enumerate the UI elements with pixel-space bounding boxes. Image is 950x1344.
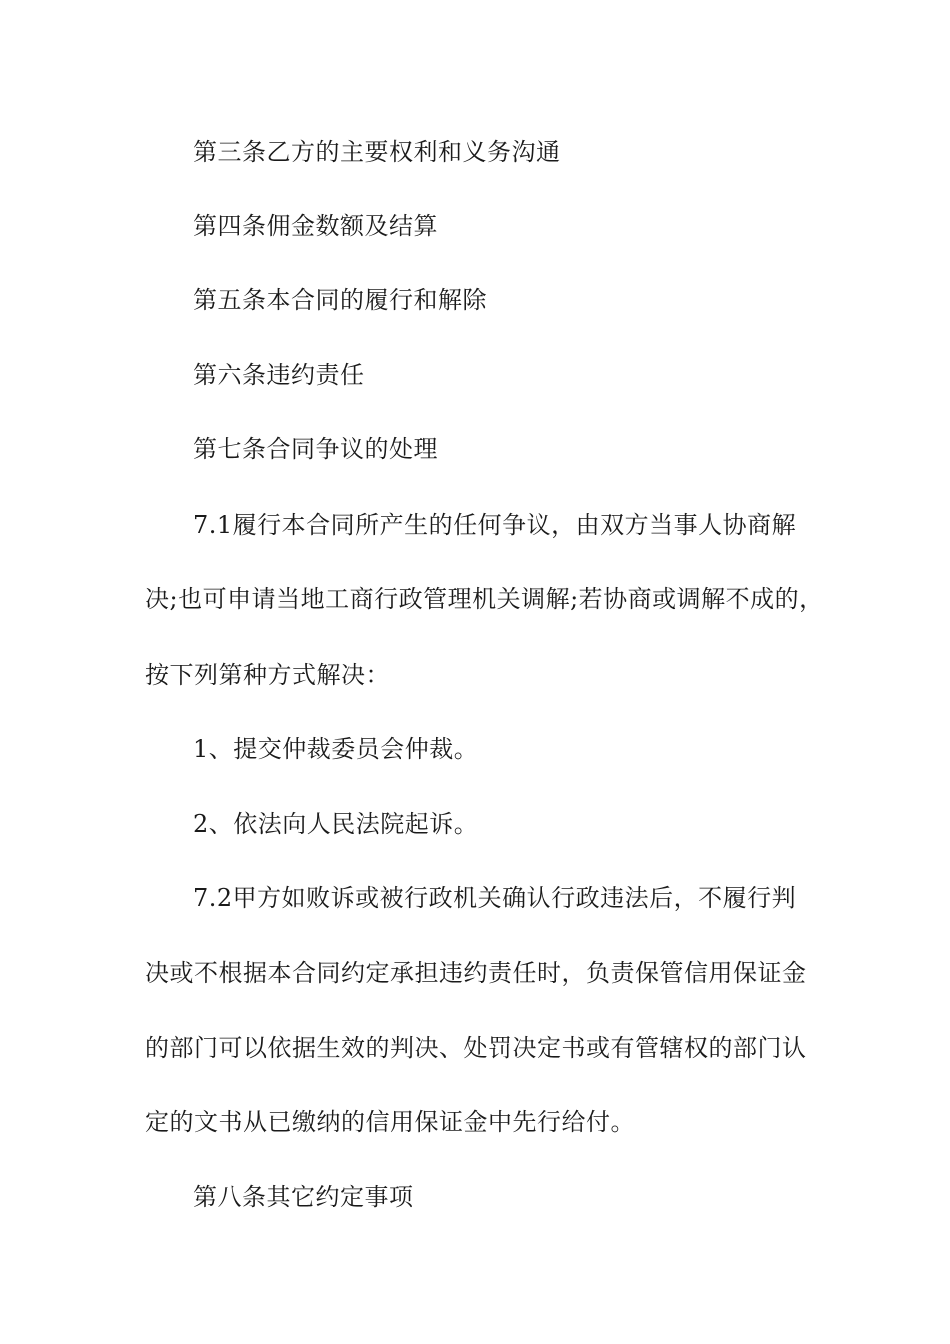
article-7-heading: 第七条合同争议的处理 <box>193 435 438 463</box>
list-item: 1、提交仲裁委员会仲裁。 <box>193 735 479 763</box>
article-3-heading: 第三条乙方的主要权利和义务沟通 <box>193 138 561 166</box>
paragraph-line: 的部门可以依据生效的判决、处罚决定书或有管辖权的部门认 <box>145 1034 807 1062</box>
article-4-heading: 第四条佣金数额及结算 <box>193 212 438 240</box>
article-6-heading: 第六条违约责任 <box>193 361 365 389</box>
article-5-heading: 第五条本合同的履行和解除 <box>193 286 487 314</box>
paragraph-line: 决或不根据本合同约定承担违约责任时，负责保管信用保证金 <box>145 959 807 987</box>
article-8-heading: 第八条其它约定事项 <box>193 1183 414 1211</box>
paragraph-line: 定的文书从已缴纳的信用保证金中先行给付。 <box>145 1108 635 1136</box>
paragraph-line: 7.1履行本合同所产生的任何争议，由双方当事人协商解 <box>193 511 797 539</box>
paragraph-line: 7.2甲方如败诉或被行政机关确认行政违法后，不履行判 <box>193 884 797 912</box>
list-item: 2、依法向人民法院起诉。 <box>193 810 479 838</box>
paragraph-line: 决;也可申请当地工商行政管理机关调解;若协商或调解不成的， <box>145 585 824 613</box>
paragraph-line: 按下列第种方式解决： <box>145 661 390 689</box>
